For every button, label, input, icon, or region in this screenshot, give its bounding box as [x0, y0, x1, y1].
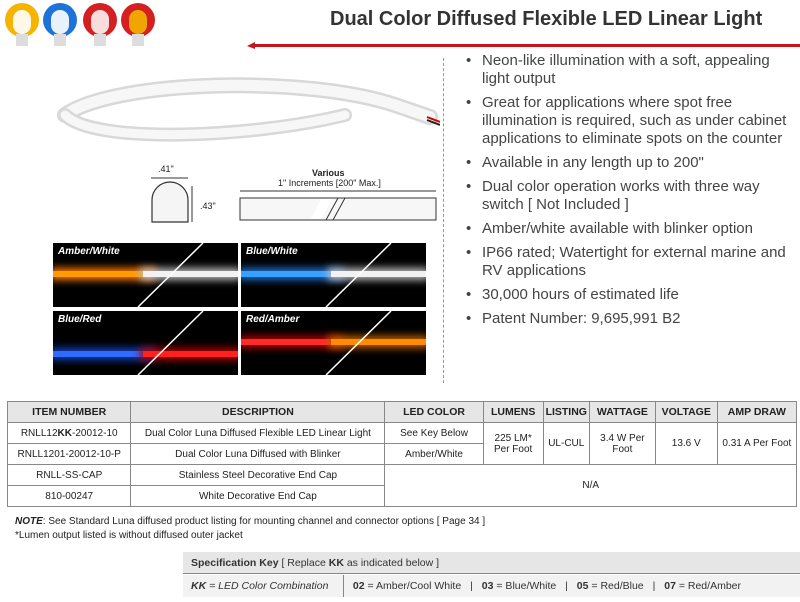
wattage-cell: 3.4 W Per Foot	[589, 423, 655, 465]
description-cell: Dual Color Luna Diffused with Blinker	[131, 444, 385, 465]
table-row	[8, 465, 797, 486]
column-header: LED COLOR	[385, 402, 483, 423]
option-03: 03 = Blue/White	[481, 580, 557, 592]
list-item: • Amber/white available with blinker option	[466, 220, 753, 237]
bullet-icon: •	[466, 286, 472, 303]
na-cell: N/A	[385, 465, 797, 507]
profile-drawing	[148, 176, 200, 226]
list-item: • Great for applications where spot free illumination is required, such as under cabinet applications to eliminate spots on the counter	[466, 94, 787, 147]
item-number-cell: RNLL-SS-CAP	[8, 465, 131, 486]
list-item: • 30,000 hours of estimated life	[466, 286, 679, 303]
spec-table	[7, 401, 797, 507]
bullet-icon: •	[466, 244, 472, 261]
item-number-cell: 810-00247	[8, 486, 131, 507]
bullet-icon: •	[466, 220, 472, 237]
increments-label: 1" Increments [200" Max.]	[278, 178, 381, 188]
column-header: VOLTAGE	[655, 402, 717, 423]
blue-red-bulb-icon	[82, 2, 118, 48]
list-item: • Available in any length up to 200"	[466, 154, 704, 171]
column-divider	[443, 58, 444, 383]
color-panel-blue-red	[53, 311, 238, 375]
description-cell: Stainless Steel Decorative End Cap	[131, 465, 385, 486]
spec-key-header: Specification Key [ Replace KK as indicated below ]	[183, 552, 800, 574]
option-02: 02 = Amber/Cool White	[352, 580, 462, 592]
color-panel-amber-white	[53, 243, 238, 307]
blue-white-bulb-icon	[42, 2, 78, 48]
table-row	[8, 423, 797, 444]
length-drawing	[238, 188, 438, 224]
title-rule	[255, 44, 800, 47]
column-header: WATTAGE	[589, 402, 655, 423]
header	[0, 0, 800, 50]
column-header: LISTING	[543, 402, 589, 423]
description-cell: Dual Color Luna Diffused Flexible LED Linear Light	[131, 423, 385, 444]
led-color-cell: Amber/White	[385, 444, 483, 465]
column-header: LUMENS	[483, 402, 543, 423]
column-header: AMP DRAW	[717, 402, 796, 423]
amp-draw-cell: 0.31 A Per Foot	[717, 423, 796, 465]
height-dimension: .43"	[200, 201, 216, 211]
bullet-icon: •	[466, 178, 472, 195]
specification-key	[183, 552, 800, 602]
panel-label: Amber/White	[58, 246, 120, 257]
color-panel-red-amber	[241, 311, 426, 375]
kk-definition: KK = LED Color Combination	[183, 575, 344, 597]
column-header: DESCRIPTION	[131, 402, 385, 423]
led-strip-image	[55, 75, 440, 175]
list-item: • Neon-like illumination with a soft, appealing light output	[466, 52, 770, 87]
voltage-cell: 13.6 V	[655, 423, 717, 465]
bullet-icon: •	[466, 310, 472, 327]
panel-label: Blue/Red	[58, 314, 102, 325]
table-header-row	[8, 402, 797, 423]
notes	[15, 515, 485, 543]
option-07: 07 = Red/Amber	[664, 580, 741, 592]
various-label: Various	[312, 168, 345, 178]
panel-label: Blue/White	[246, 246, 298, 257]
width-dimension: .41"	[158, 164, 174, 174]
amber-white-bulb-icon	[4, 2, 40, 48]
panel-label: Red/Amber	[246, 314, 300, 325]
red-amber-bulb-icon	[120, 2, 156, 48]
lumens-cell: 225 LM* Per Foot	[483, 423, 543, 465]
feature-list	[460, 52, 795, 334]
bullet-icon: •	[466, 52, 472, 69]
column-header: ITEM NUMBER	[8, 402, 131, 423]
list-item: • IP66 rated; Watertight for external marine and RV applications	[466, 244, 786, 279]
item-number-cell: RNLL12KK-20012-10	[8, 423, 131, 444]
bullet-icon: •	[466, 154, 472, 171]
page-title: Dual Color Diffused Flexible LED Linear Light	[330, 8, 763, 30]
color-panel-blue-white	[241, 243, 426, 307]
mounting-note: NOTE: See Standard Luna diffused product listing for mounting channel and connector options [ Page 34 ]	[15, 516, 486, 527]
option-05: 05 = Red/Blue	[576, 580, 644, 592]
list-item: • Dual color operation works with three way switch [ Not Included ]	[466, 178, 760, 213]
listing-cell: UL-CUL	[543, 423, 589, 465]
spec-key-row: KK = LED Color Combination 02 = Amber/Cool White | 03 = Blue/White | 05 = Red/Blue | 07 = Red/Amber	[183, 575, 800, 597]
description-cell: White Decorative End Cap	[131, 486, 385, 507]
led-color-cell: See Key Below	[385, 423, 483, 444]
list-item: • Patent Number: 9,695,991 B2	[466, 310, 681, 327]
bullet-icon: •	[466, 94, 472, 111]
item-number-cell: RNLL1201-20012-10-P	[8, 444, 131, 465]
lumen-footnote: *Lumen output listed is without diffused outer jacket	[15, 530, 243, 541]
